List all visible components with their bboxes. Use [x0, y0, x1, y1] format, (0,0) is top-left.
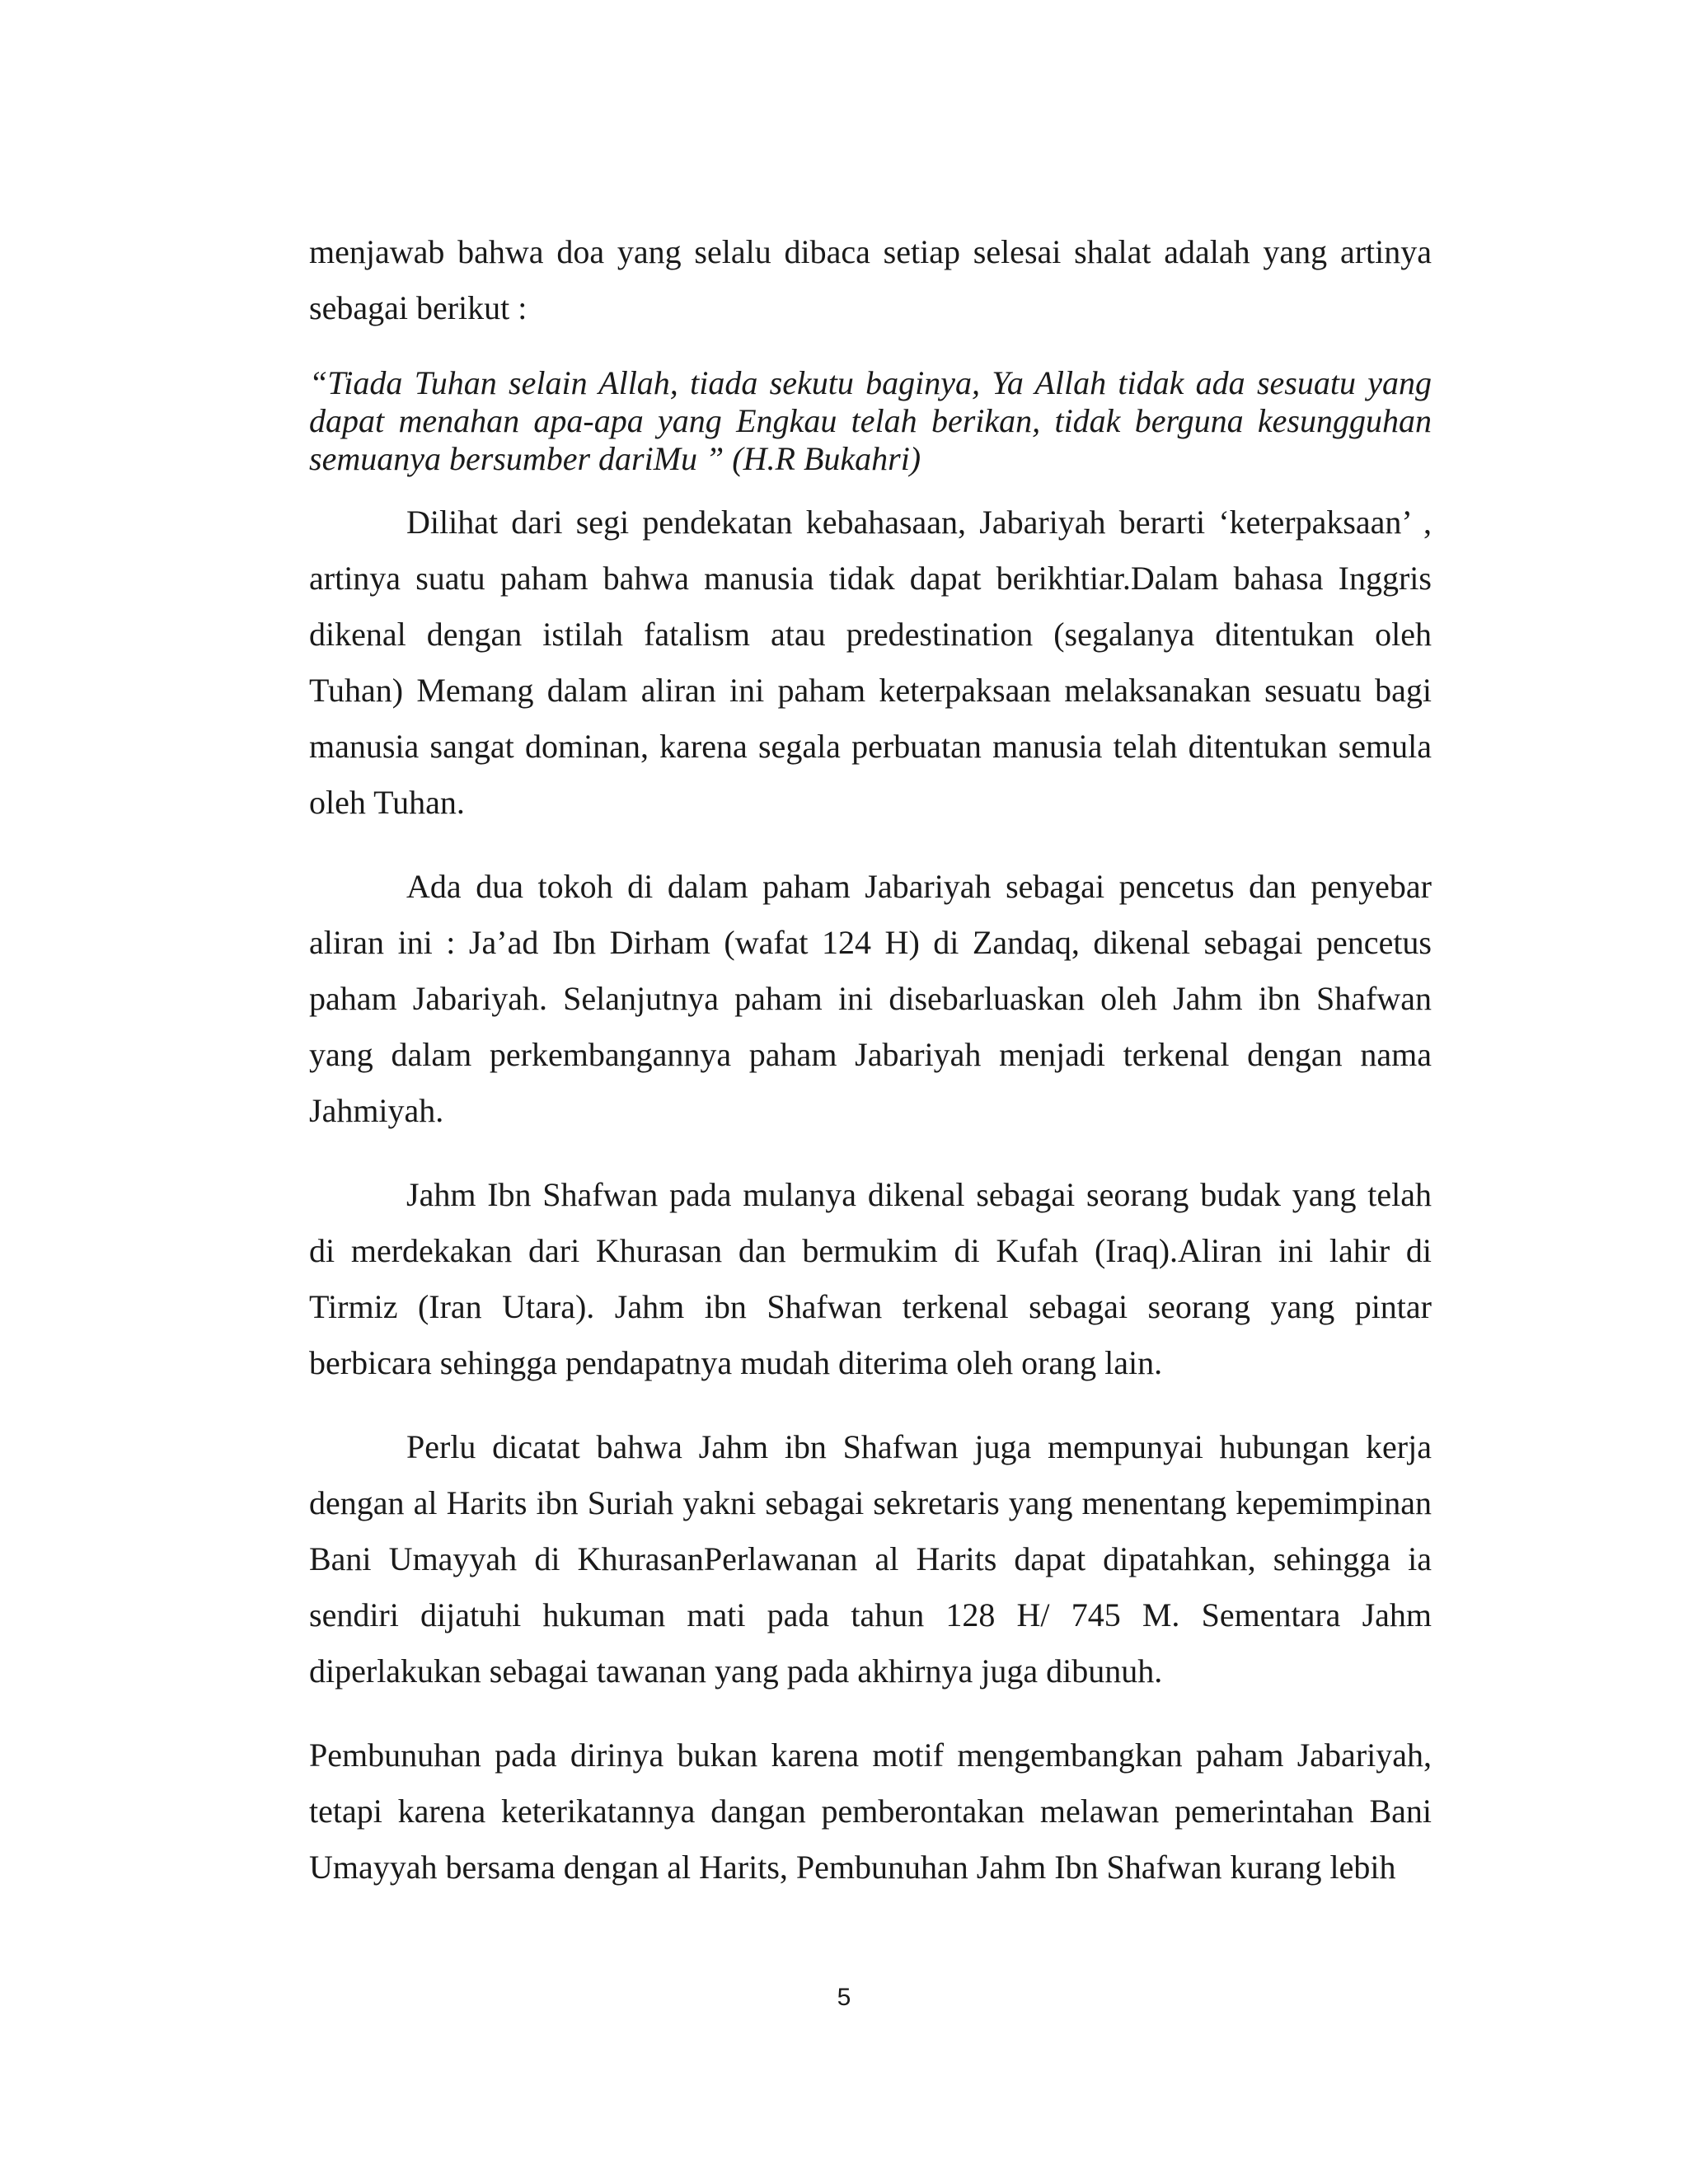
paragraph-execution: Pembunuhan pada dirinya bukan karena motif mengembangkan paham Jabariyah, tetapi karena keterikatannya dangan pemberontakan melawan pemerintahan Bani Umayyah bersama dengan al Harits, Pembunuhan Jahm Ibn Shafwan kurang lebih	[309, 1736, 1432, 1886]
paragraph-jahm-origin: Jahm Ibn Shafwan pada mulanya dikenal sebagai seorang budak yang telah di merdekakan dari Khurasan dan bermukim di Kufah (Iraq).Aliran ini lahir di Tirmiz (Iran Utara). Jahm ibn Shafwan terkenal sebagai seorang yang pintar berbicara sehingga pendapatnya mudah diterima oleh orang lain.	[309, 1176, 1432, 1381]
paragraph-founders: Ada dua tokoh di dalam paham Jabariyah sebagai pencetus dan penyebar aliran ini : Ja’ad Ibn Dirham (wafat 124 H) di Zandaq, dikenal sebagai pencetus paham Jabariyah. Selanjutnya paham ini disebarluaskan oleh Jahm ibn Shafwan yang dalam perkembangannya paham Jabariyah menjadi terkenal dengan nama Jahmiyah.	[309, 868, 1432, 1129]
paragraph-definition: Dilihat dari segi pendekatan kebahasaan, Jabariyah berarti ‘keterpaksaan’ , artinya suatu paham bahwa manusia tidak dapat berikhtiar.Dalam bahasa Inggris dikenal dengan istilah fatalism atau predestination (segalanya ditentukan oleh Tuhan) Memang dalam aliran ini paham keterpaksaan melaksanakan sesuatu bagi manusia sangat dominan, karena segala perbuatan manusia telah ditentukan semula oleh Tuhan.	[309, 504, 1432, 821]
page-body	[309, 224, 1432, 1896]
hadith-quote: “Tiada Tuhan selain Allah, tiada sekutu baginya, Ya Allah tidak ada sesuatu yang dapat menahan apa-apa yang Engkau telah berikan, tidak berguna kesungguhan semuanya bersumber dariMu ” (H.R Bukahri)	[309, 364, 1432, 477]
page-number: 5	[837, 1984, 851, 2011]
paragraph-intro: menjawab bahwa doa yang selalu dibaca setiap selesai shalat adalah yang artinya sebagai berikut :	[309, 233, 1432, 326]
paragraph-jahm-harits: Perlu dicatat bahwa Jahm ibn Shafwan juga mempunyai hubungan kerja dengan al Harits ibn Suriah yakni sebagai sekretaris yang menentang kepemimpinan Bani Umayyah di KhurasanPerlawanan al Harits dapat dipatahkan, sehingga ia sendiri dijatuhi hukuman mati pada tahun 128 H/ 745 M. Sementara Jahm diperlakukan sebagai tawanan yang pada akhirnya juga dibunuh.	[309, 1428, 1432, 1690]
